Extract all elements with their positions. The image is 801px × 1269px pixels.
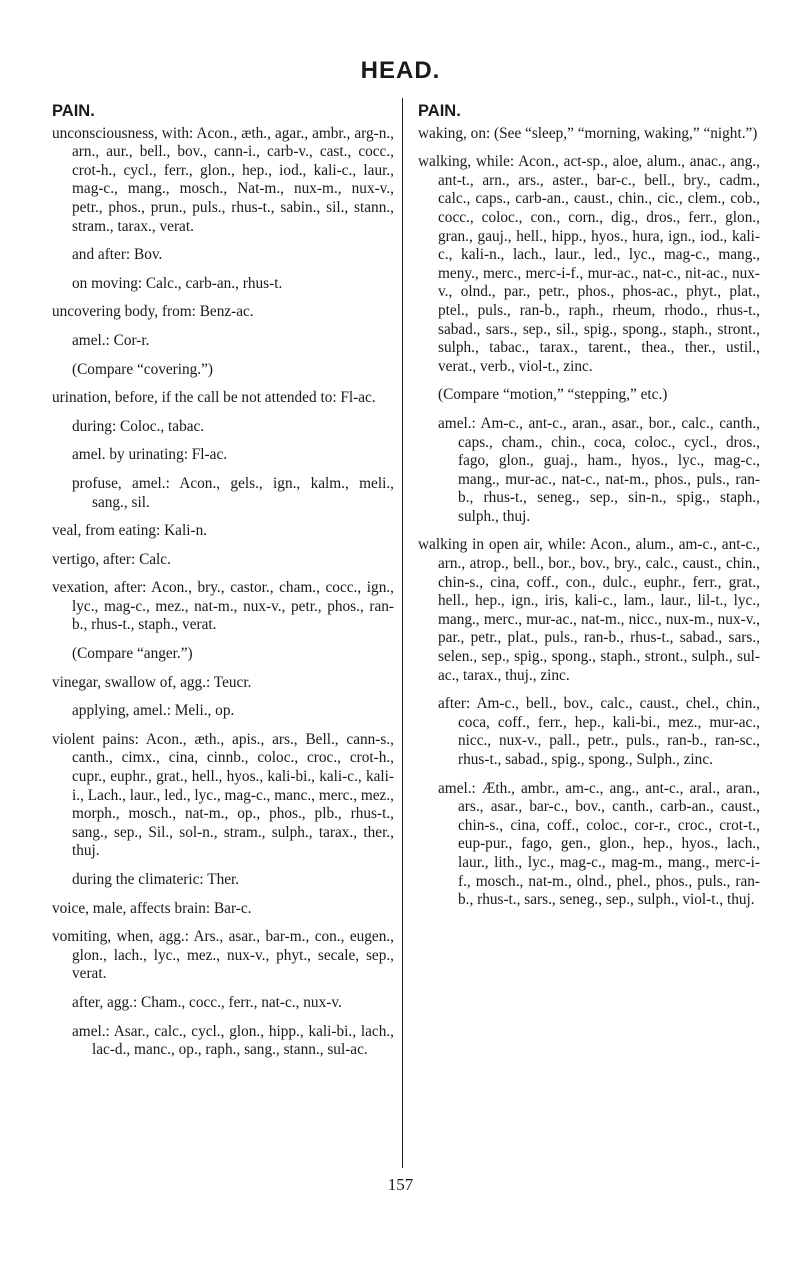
entry-veal: veal, from eating: Kali-n. [52,522,208,540]
entry-and-after: and after: Bov. [72,246,163,264]
entry-vinegar: vinegar, swallow of, agg.: Teucr. [52,673,252,691]
column-divider [402,98,403,1168]
entry-urination-before: urination, before, if the call be not attended to: Fl-ac. [52,389,376,407]
entry-vomiting-amel: amel.: Asar., calc., cycl., glon., hipp., kali-bi., lach., lac-d., manc., op., raph., sang., stann., sul-ac. [72,1022,394,1059]
entry-amel-urinating: amel. by urinating: Fl-ac. [72,446,228,464]
left-section-heading: PAIN. [52,102,95,120]
left-column [52,102,394,1070]
entry-compare-motion: (Compare “motion,” “stepping,” etc.) [438,386,668,404]
page-number: 157 [387,1175,414,1194]
entry-compare-anger: (Compare “anger.”) [72,645,193,663]
entry-walking-open-air: walking in open air, while: Acon., alum., am-c., ant-c., arn., atrop., bell., bor., bov., bry., calc., caust., chin., chin-s., cina, coff., con., dulc., euphr., ferr., grat., hell., hep., ign., iris, kali-c., lam., laur., lil-t., lyc., mang., merc., mur-ac., nat-m., nicc., nux-m., nux-v., par., petr., plat., puls., ran-b., rhus-t., sabad., sars., selen., sep., spig., spong., staph., stront., sulph., sul-ac., tarax., thuj., zinc. [418,536,760,684]
entry-vomiting: vomiting, when, agg.: Ars., asar., bar-m., con., eugen., glon., lach., lyc., mez., nux-v., phyt., secale, sep., verat. [52,928,394,983]
entry-profuse-amel: profuse, amel.: Acon., gels., ign., kalm., meli., sang., sil. [72,474,394,511]
entry-voice: voice, male, affects brain: Bar-c. [52,899,252,917]
right-section-heading: PAIN. [418,102,461,120]
entry-open-air-after: after: Am-c., bell., bov., calc., caust., chel., chin., coca, coff., ferr., hep., kali-bi., mez., mur-ac., nicc., nux-v., pall., petr., puls., ran-b., ran-sc., rhus-t., sabad., spig., spong., Sulph., zinc. [438,695,760,768]
entry-compare-covering: (Compare “covering.”) [72,360,214,378]
entry-vexation: vexation, after: Acon., bry., castor., cham., cocc., ign., lyc., mag-c., mez., nat-m., nux-v., petr., phos., ran-b., rhus-t., staph., verat. [52,579,394,634]
entry-unconsciousness: unconsciousness, with: Acon., æth., agar., ambr., arg-n., arn., aur., bell., bov., cann-i., carb-v., cast., cocc., crot-h., cycl., ferr., glon., hep., iod., kali-c., laur., mag-c., mang., mosch., Nat-m., nux-m., nux-v., petr., phos., prun., puls., rhus-t., sabin., sil., stann., stram., tarax., verat. [52,124,394,235]
entry-waking: waking, on: (See “sleep,” “morning, waking,” “night.”) [418,124,758,142]
entry-urination-during: during: Coloc., tabac. [72,417,205,435]
entry-on-moving: on moving: Calc., carb-an., rhus-t. [72,274,283,292]
entry-violent-pains: violent pains: Acon., æth., apis., ars., Bell., cann-s., canth., cimx., cina, cinnb., coloc., croc., crot-h., cupr., euphr., grat., hell., hyos., kali-bi., kali-c., kali-i., Lach., laur., led., lyc., mag-c., manc., merc., mez., morph., mosch., nat-m., op., phos., plb., rhus-t., sang., sep., Sil., sol-n., stram., sulph., tarax., ther., thuj. [52,730,394,860]
entry-vinegar-applying: applying, amel.: Meli., op. [72,702,235,720]
running-header: HEAD. [360,57,441,84]
entry-uncovering-amel: amel.: Cor-r. [72,331,150,349]
entry-vertigo: vertigo, after: Calc. [52,550,171,568]
entry-walking-amel: amel.: Am-c., ant-c., aran., asar., bor., calc., canth., caps., cham., chin., coca, coloc., cycl., dros., fago, glon., guaj., ham., hyos., lyc., mag-c., mang., mur-ac., nat-c., nat-m., phos., puls., ran-b., rhus-t., seneg., sep., sin-n., spig., staph., sulph., thuj. [438,414,760,525]
entry-vomiting-after: after, agg.: Cham., cocc., ferr., nat-c., nux-v. [72,993,342,1011]
entry-walking: walking, while: Acon., act-sp., aloe, alum., anac., ang., ant-t., arn., ars., aster., bar-c., bell., bry., cadm., calc., caps., carb-an., caust., chin., cic., clem., cob., cocc., coloc., con., corn., dig., dros., ferr., glon., gran., gauj., hell., hipp., hyos., hura, ign., iod., kali-c., kali-n., lach., laur., led., lyc., mag-c., mang., meny., merc., merc-i-f., mur-ac., nat-c., nit-ac., nux-v., olnd., par., petr., phos., phos-ac., phyt., plat., ptel., puls., ran-b., raph., rheum, rhodo., rhus-t., sabad., sars., sep., sil., spig., spong., staph., stront., sulph., tabac., tarax., tarent., thea., ther., ustil., verat., verb., viol-t., zinc. [418,153,760,375]
entry-open-air-amel: amel.: Æth., ambr., am-c., ang., ant-c., aral., aran., ars., asar., bar-c., bov., canth., carb-an., caust., chin-s., cina, coff., coloc., cor-r., croc., crot-t., eup-pur., fago, gen., glon., hep., hyos., lach., laur., lith., lyc., mag-c., mag-m., mang., merc-i-f., mosch., nat-m., olnd., phel., phos., puls., ran-b., rhus-t., sars., seneg., sep., sulph., viol-t., thuj. [438,779,760,909]
right-column [418,102,760,920]
entry-climateric: during the climateric: Ther. [72,871,240,888]
entry-uncovering-body: uncovering body, from: Benz-ac. [52,303,254,321]
